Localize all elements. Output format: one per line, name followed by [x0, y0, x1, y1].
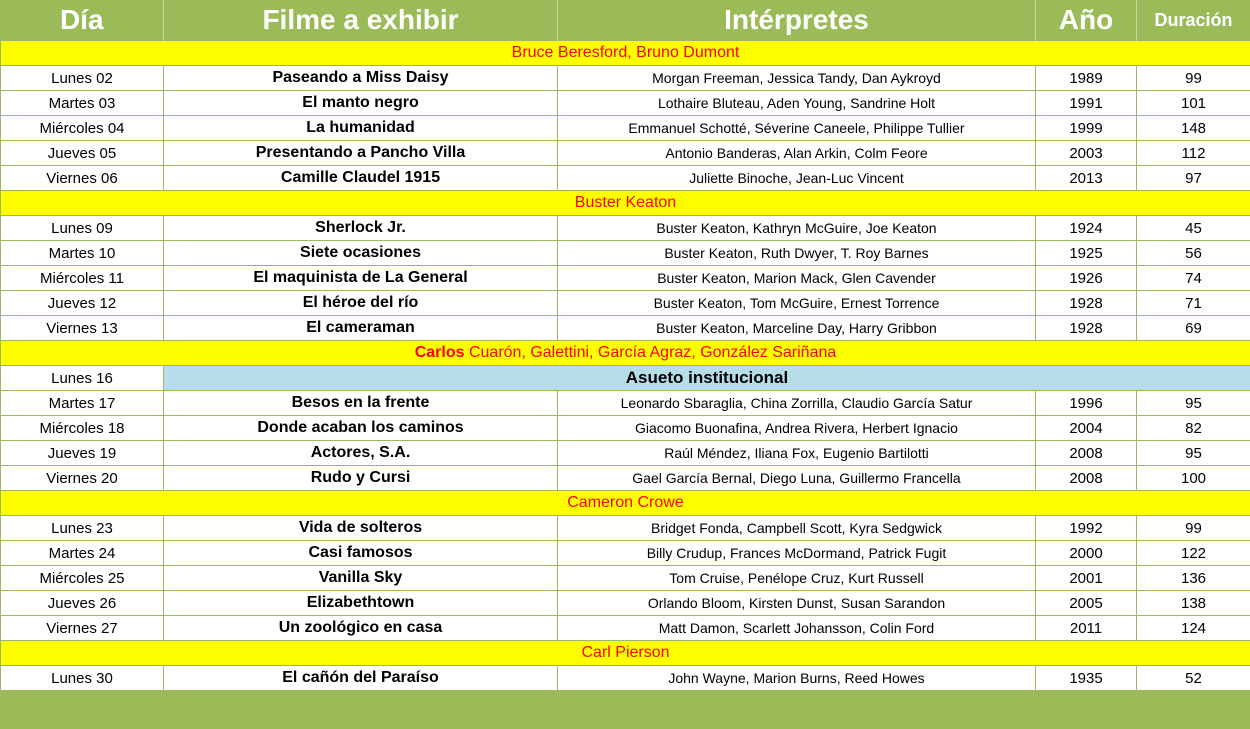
duration-cell: 99 [1137, 516, 1250, 541]
cast-cell: Raúl Méndez, Iliana Fox, Eugenio Bartilotti [558, 441, 1036, 466]
cast-cell: Buster Keaton, Tom McGuire, Ernest Torrence [558, 291, 1036, 316]
duration-cell: 122 [1137, 541, 1250, 566]
duration-cell: 71 [1137, 291, 1250, 316]
header-row [1, 0, 1250, 41]
table-row [1, 66, 1250, 91]
duration-cell: 45 [1137, 216, 1250, 241]
duration-cell: 136 [1137, 566, 1250, 591]
year-cell: 1925 [1036, 241, 1137, 266]
header-year: Año [1036, 0, 1137, 41]
table-row [1, 291, 1250, 316]
film-title-cell: Donde acaban los caminos [164, 416, 558, 441]
year-cell: 2011 [1036, 616, 1137, 641]
duration-cell: 74 [1137, 266, 1250, 291]
day-cell: Viernes 27 [1, 616, 164, 641]
cast-cell: Leonardo Sbaraglia, China Zorrilla, Claudio García Satur [558, 391, 1036, 416]
year-cell: 1928 [1036, 291, 1137, 316]
film-title-cell: La humanidad [164, 116, 558, 141]
table-row [1, 266, 1250, 291]
section-header-row [1, 41, 1250, 66]
table-row [1, 366, 1250, 391]
section-header-row [1, 641, 1250, 666]
day-cell: Martes 24 [1, 541, 164, 566]
header-film: Filme a exhibir [164, 0, 558, 41]
section-title-text: Cameron Crowe [567, 494, 684, 511]
duration-cell: 99 [1137, 66, 1250, 91]
day-cell: Viernes 13 [1, 316, 164, 341]
day-cell: Jueves 05 [1, 141, 164, 166]
film-title-cell: Paseando a Miss Daisy [164, 66, 558, 91]
table-row [1, 216, 1250, 241]
day-cell: Lunes 02 [1, 66, 164, 91]
header-duration: Duración [1137, 0, 1250, 41]
year-cell: 2013 [1036, 166, 1137, 191]
section-title-bold: Carlos [414, 344, 465, 361]
film-title-cell: Presentando a Pancho Villa [164, 141, 558, 166]
table-row [1, 441, 1250, 466]
duration-cell: 112 [1137, 141, 1250, 166]
film-title-cell: Elizabethtown [164, 591, 558, 616]
section-title [1, 191, 1250, 216]
film-title-cell: Un zoológico en casa [164, 616, 558, 641]
film-title-cell: El cameraman [164, 316, 558, 341]
day-cell: Miércoles 04 [1, 116, 164, 141]
table-row [1, 166, 1250, 191]
duration-cell: 56 [1137, 241, 1250, 266]
cast-cell: Giacomo Buonafina, Andrea Rivera, Herbert Ignacio [558, 416, 1036, 441]
section-title [1, 41, 1250, 66]
table-row [1, 391, 1250, 416]
cast-cell: Buster Keaton, Kathryn McGuire, Joe Keaton [558, 216, 1036, 241]
table-row [1, 616, 1250, 641]
day-cell: Miércoles 18 [1, 416, 164, 441]
film-title-cell: El héroe del río [164, 291, 558, 316]
section-title [1, 491, 1250, 516]
table-row [1, 316, 1250, 341]
cast-cell: Matt Damon, Scarlett Johansson, Colin Ford [558, 616, 1036, 641]
day-cell: Lunes 30 [1, 666, 164, 691]
film-title-cell: Besos en la frente [164, 391, 558, 416]
duration-cell: 124 [1137, 616, 1250, 641]
year-cell: 1989 [1036, 66, 1137, 91]
cast-cell: Antonio Banderas, Alan Arkin, Colm Feore [558, 141, 1036, 166]
table-row [1, 666, 1250, 691]
cast-cell: Orlando Bloom, Kirsten Dunst, Susan Sarandon [558, 591, 1036, 616]
duration-cell: 95 [1137, 441, 1250, 466]
table-row [1, 466, 1250, 491]
duration-cell: 97 [1137, 166, 1250, 191]
year-cell: 1996 [1036, 391, 1137, 416]
table-row [1, 241, 1250, 266]
film-title-cell: Rudo y Cursi [164, 466, 558, 491]
day-cell: Miércoles 25 [1, 566, 164, 591]
cast-cell: Lothaire Bluteau, Aden Young, Sandrine Holt [558, 91, 1036, 116]
year-cell: 2001 [1036, 566, 1137, 591]
cast-cell: John Wayne, Marion Burns, Reed Howes [558, 666, 1036, 691]
section-title-text: Cuarón, Galettini, García Agraz, González Sariñana [464, 344, 837, 361]
section-header-row [1, 191, 1250, 216]
duration-cell: 100 [1137, 466, 1250, 491]
section-header-row [1, 341, 1250, 366]
duration-cell: 148 [1137, 116, 1250, 141]
year-cell: 1992 [1036, 516, 1137, 541]
table-row [1, 591, 1250, 616]
film-title-cell: Camille Claudel 1915 [164, 166, 558, 191]
special-notice-cell: Asueto institucional [164, 366, 1250, 391]
duration-cell: 52 [1137, 666, 1250, 691]
header-day: Día [1, 0, 164, 41]
section-header-row [1, 491, 1250, 516]
film-title-cell: Casi famosos [164, 541, 558, 566]
film-title-cell: El cañón del Paraíso [164, 666, 558, 691]
table-row [1, 141, 1250, 166]
year-cell: 1999 [1036, 116, 1137, 141]
day-cell: Martes 17 [1, 391, 164, 416]
duration-cell: 138 [1137, 591, 1250, 616]
day-cell: Lunes 16 [1, 366, 164, 391]
duration-cell: 82 [1137, 416, 1250, 441]
section-title-text: Buster Keaton [574, 194, 677, 211]
year-cell: 1926 [1036, 266, 1137, 291]
cast-cell: Bridget Fonda, Campbell Scott, Kyra Sedgwick [558, 516, 1036, 541]
cast-cell: Gael García Bernal, Diego Luna, Guillermo Francella [558, 466, 1036, 491]
header-cast: Intérpretes [558, 0, 1036, 41]
year-cell: 1928 [1036, 316, 1137, 341]
year-cell: 1991 [1036, 91, 1137, 116]
table-row [1, 91, 1250, 116]
cast-cell: Tom Cruise, Penélope Cruz, Kurt Russell [558, 566, 1036, 591]
section-title-text: Carl Pierson [581, 644, 670, 661]
year-cell: 2008 [1036, 441, 1137, 466]
year-cell: 2003 [1036, 141, 1137, 166]
day-cell: Jueves 19 [1, 441, 164, 466]
day-cell: Miércoles 11 [1, 266, 164, 291]
section-title [1, 341, 1250, 366]
cast-cell: Juliette Binoche, Jean-Luc Vincent [558, 166, 1036, 191]
film-title-cell: Vida de solteros [164, 516, 558, 541]
duration-cell: 95 [1137, 391, 1250, 416]
table-row [1, 566, 1250, 591]
cast-cell: Emmanuel Schotté, Séverine Caneele, Philippe Tullier [558, 116, 1036, 141]
film-title-cell: Actores, S.A. [164, 441, 558, 466]
film-title-cell: Sherlock Jr. [164, 216, 558, 241]
schedule-body [1, 41, 1250, 691]
duration-cell: 69 [1137, 316, 1250, 341]
day-cell: Viernes 06 [1, 166, 164, 191]
cast-cell: Billy Crudup, Frances McDormand, Patrick Fugit [558, 541, 1036, 566]
film-title-cell: Vanilla Sky [164, 566, 558, 591]
year-cell: 1924 [1036, 216, 1137, 241]
year-cell: 2008 [1036, 466, 1137, 491]
cast-cell: Buster Keaton, Marion Mack, Glen Cavender [558, 266, 1036, 291]
day-cell: Jueves 12 [1, 291, 164, 316]
day-cell: Martes 03 [1, 91, 164, 116]
cast-cell: Morgan Freeman, Jessica Tandy, Dan Aykroyd [558, 66, 1036, 91]
day-cell: Lunes 09 [1, 216, 164, 241]
table-row [1, 116, 1250, 141]
year-cell: 1935 [1036, 666, 1137, 691]
table-row [1, 416, 1250, 441]
section-title [1, 641, 1250, 666]
day-cell: Martes 10 [1, 241, 164, 266]
table-row [1, 541, 1250, 566]
day-cell: Lunes 23 [1, 516, 164, 541]
cast-cell: Buster Keaton, Ruth Dwyer, T. Roy Barnes [558, 241, 1036, 266]
year-cell: 2000 [1036, 541, 1137, 566]
cast-cell: Buster Keaton, Marceline Day, Harry Gribbon [558, 316, 1036, 341]
duration-cell: 101 [1137, 91, 1250, 116]
year-cell: 2004 [1036, 416, 1137, 441]
film-title-cell: Siete ocasiones [164, 241, 558, 266]
day-cell: Viernes 20 [1, 466, 164, 491]
year-cell: 2005 [1036, 591, 1137, 616]
table-row [1, 516, 1250, 541]
film-title-cell: El maquinista de La General [164, 266, 558, 291]
film-title-cell: El manto negro [164, 91, 558, 116]
day-cell: Jueves 26 [1, 591, 164, 616]
section-title-text: Bruce Beresford, Bruno Dumont [511, 44, 740, 61]
